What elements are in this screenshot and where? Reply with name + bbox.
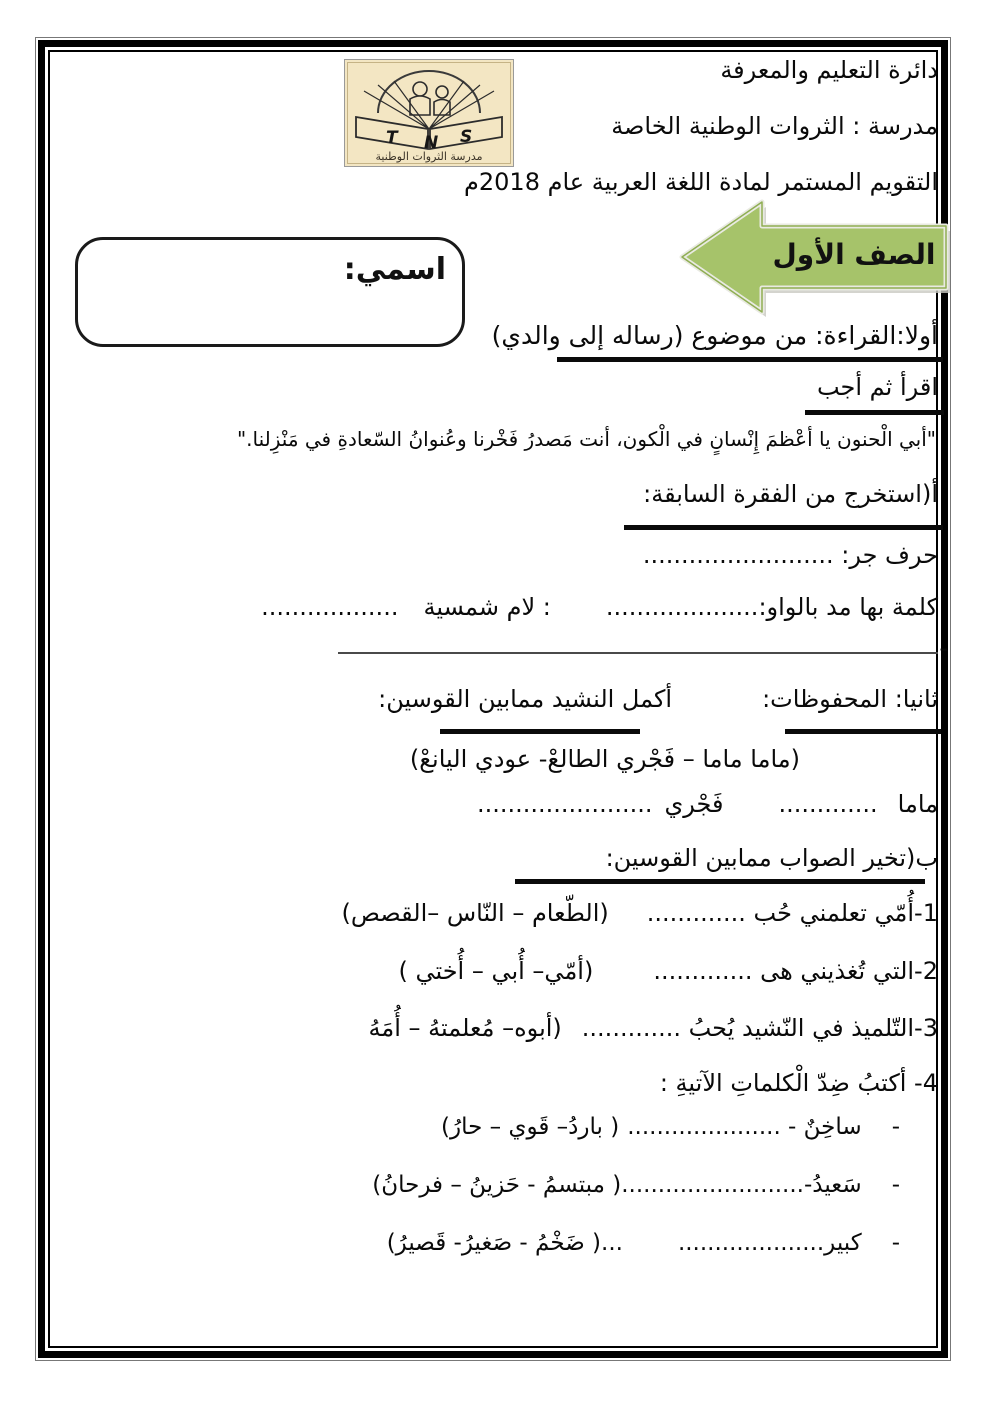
separator-line [338,652,938,654]
name-box [75,237,465,347]
anthem-word-mama: ماما [897,790,938,818]
anthem-blank-fajri: ....................... [477,790,653,818]
underline-choose-title [515,879,925,884]
item-options: ( باردُ– قَوي – حارُ) [441,1114,620,1140]
reading-instruction: اقرأ ثم أجب [816,373,938,401]
item-options: ( مبتسمُ - حَزينُ – فرحانُ) [372,1172,622,1198]
item-options: ...( ضَخْمُ - صَغيرُ- قَصيرُ) [386,1230,623,1256]
underline-memorized-title [785,729,941,734]
opposites-title: 4- أكتبُ ضِدّ الْكلماتِ الآتيةِ : [659,1069,938,1097]
memorized-options: (ماما ماما – فَجْري الطالعْ- عودي اليانعْ) [409,745,800,773]
logo-letter-t: T [386,128,398,148]
grade-arrow-label: الصف الأول [772,238,936,271]
school-logo-image [344,59,514,167]
question-1-options: (الطّعام – النّاس –القصص) [341,899,609,927]
underline-memorized-subtitle [440,729,640,734]
item-bullet-dash: - [891,1114,900,1140]
opposite-item [372,1171,900,1201]
question-1 [342,898,938,929]
divider-under-instruction [805,410,944,415]
reading-section-title: أولا:القراءة: من موضوع (رساله إلى والدي) [491,321,938,350]
school-logo [344,59,514,167]
blank-harf-jar: حرف جر: ......................... [642,541,938,569]
label-lam-shamsiya: : لام شمسية [423,593,551,621]
header-school: مدرسة : الثروات الوطنية الخاصة [611,112,938,140]
question-3-options: (أبوه– مُعلمتهُ – أُمَهُ [368,1014,562,1042]
anthem-blank-row [477,789,938,820]
opposite-item [441,1113,900,1143]
extract-instruction: أ(استخرج من الفقرة السابقة: [643,480,938,508]
divider-under-reading-title [557,357,943,362]
question-1-text: 1-أُمّي تعلمني حُب ............. [646,899,938,927]
blank-madd-waw: كلمة بها مد بالواو:.................... [605,593,938,621]
logo-letter-n: N [424,133,439,153]
memorized-subtitle: أكمل النشيد ممابين القوسين: [378,685,673,713]
anthem-word-fajri: فَجْري [664,790,724,818]
reading-passage: "أبي الْحنون يا أعْظمَ إِنْسانٍ في الْكون، أنت مَصدرُ فَخْرنا وعُنوانُ السّعادةِ في مَنْزِلنا." [236,427,936,451]
question-2-options: (أمّي– أُبي – أُختي ) [398,957,594,985]
item-word: كبير.................... [677,1230,862,1256]
header-department: دائرة التعليم والمعرفة [720,56,938,84]
blank-madd-row [261,592,938,623]
question-3-text: 3-التّلميذ في النّشيد يُحبُ ............. [581,1014,938,1042]
question-2-text: 2-التي تُغذيني هى ............. [653,957,938,985]
item-word: ساخِنٌ - ..................... [627,1114,862,1140]
opposite-item [387,1229,900,1259]
item-bullet-dash: - [891,1172,900,1198]
item-word: سَعيدُ-......................... [621,1172,862,1198]
memorized-title-row [378,684,938,715]
logo-letter-s: S [460,127,473,147]
choose-title: ب(تخير الصواب ممابين القوسين: [605,844,938,872]
divider-under-extract [624,525,943,530]
question-2 [398,956,938,987]
separator-dash: - [939,634,948,662]
question-3 [368,1013,938,1044]
blank-lam-dots: .................. [261,593,399,621]
memorized-title: ثانيا: المحفوظات: [762,685,938,713]
anthem-blank-mama: ............. [778,790,878,818]
header-assessment: التقويم المستمر لمادة اللغة العربية عام 2018م [464,168,938,196]
item-bullet-dash: - [891,1230,900,1256]
name-box-label: اسمي: [343,252,446,287]
logo-caption: مدرسة الثروات الوطنية [375,150,483,163]
